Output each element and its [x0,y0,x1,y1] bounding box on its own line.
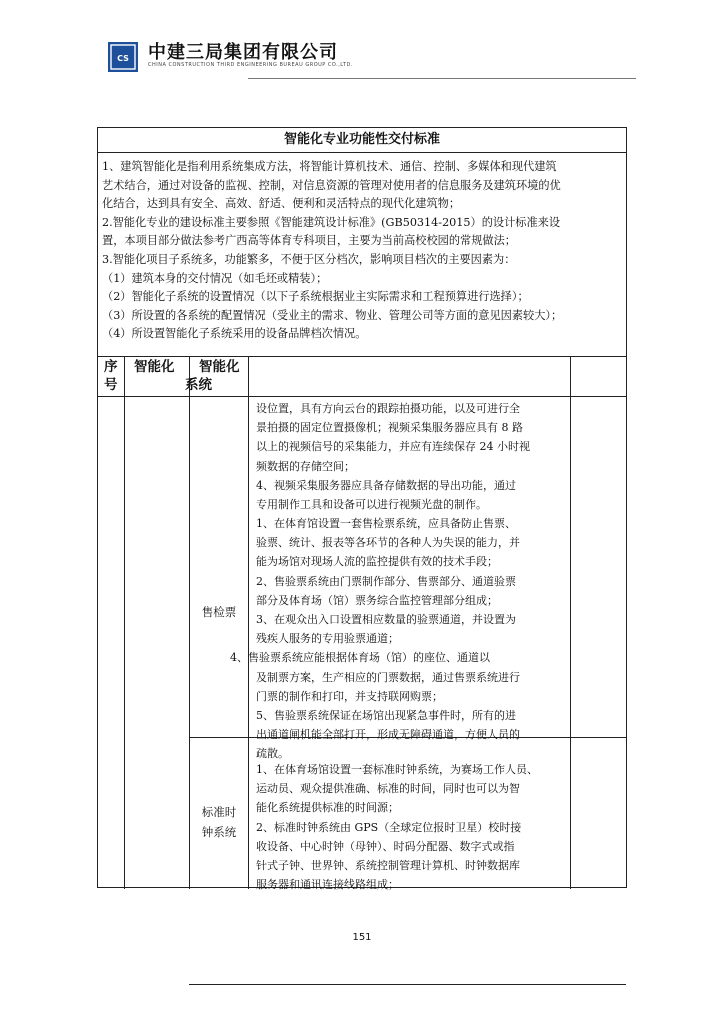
content-line: 景拍摄的固定位置摄像机；视频采集服务器应具有 8 路 [256,421,523,435]
content-line: 以上的视频信号的采集能力，并应有连续保存 24 小时视 [256,440,530,454]
table-title: 智能化专业功能性交付标准 [98,128,626,153]
table-grid [98,356,626,892]
subsystem-label-line: 标准时 [201,805,237,819]
row-divider [189,984,626,985]
header-divider [248,78,636,79]
intro-line: （4）所设置智能化子系统采用的设备品牌档次情况。 [102,327,367,341]
intro-line: （3）所设置的各系统的配置情况（受业主的需求、物业、管理公司等方面的意见因素较大）； [102,308,563,322]
intro-line: 3.智能化项目子系统多，功能繁多，不便于区分档次，影响项目档次的主要因素为： [102,252,516,266]
grid-top-border [98,356,626,357]
content-line: 针式子钟、世界钟、系统控制管理计算机、时钟数据库 [256,859,520,873]
intro-line: 置，本项目部分做法参考广西高等体育专科项目，主要为当前高校校园的常规做法； [102,234,516,248]
header-subsystem-line: 智能化 [199,359,240,375]
intro-text [102,158,622,344]
content-line: 1、在体育馆设置一套售检票系统，应具备防止售票、 [256,517,516,530]
content-line: 服务器和通讯连接线路组成； [256,878,399,892]
column-divider [124,356,125,889]
subsystem-label-clock [190,802,248,842]
content-line: 疏散。 [256,747,289,761]
content-line: 专用制作工具和设备可以进行视频光盘的制作。 [256,498,487,512]
header-row-border [98,396,626,397]
content-line: 出通道闸机能全部打开，形成无障碍通道，方便人员的 [256,728,520,742]
content-line: 部分及体育场（馆）票务综合监控管理部分组成； [256,593,498,607]
content-line: 残疾人服务的专用验票通道； [256,632,399,646]
row-content [256,399,530,514]
row-content [256,760,538,894]
content-line: 设位置，具有方向云台的跟踪拍摄功能，以及可进行全 [256,402,520,415]
header-subsystem-line: 系统 [185,377,212,393]
standards-table [97,127,627,892]
intro-line: 2.智能化专业的建设标准主要参照《智能建筑设计标准》(GB50314-2015）的设计标准来设 [102,215,561,229]
intro-line: 1、建筑智能化是指利用系统集成方法，将智能计算机技术、通信、控制、多媒体和现代建筑 [102,160,557,173]
content-line: 3、在观众出入口设置相应数量的验票通道，并设置为 [256,613,516,627]
column-divider [248,356,249,889]
header-seq-line: 号 [104,377,118,393]
header-seq [104,358,118,394]
content-line: 能为场馆对现场人流的监控提供有效的技术手段； [256,555,498,569]
header-subsystem [185,358,240,394]
content-line: 能化系统提供标准的时间源； [256,801,399,815]
content-line: 频数据的存储空间； [256,459,355,473]
content-line: 2、标准时钟系统由 GPS（全球定位报时卫星）校时接 [256,820,522,834]
company-name-english: CHINA CONSTRUCTION THIRD ENGINEERING BUREAU GROUP CO.,LTD. [148,62,353,68]
company-logo-icon [108,42,138,72]
subsystem-label-ticketing: 售检票 [201,605,237,619]
content-line: 门票的制作和打印，并支持联网购票； [256,689,443,703]
row-content [230,514,520,764]
content-line: 2、售验票系统由门票制作部分、售票部分、通道验票 [256,574,516,588]
svg-text:CS: CS [117,54,129,63]
content-line: 4、视频采集服务器应具备存储数据的导出功能，通过 [256,478,516,492]
header-seq-line: 序 [104,359,118,375]
company-name: 中建三局集团有限公司 [148,42,338,63]
subsystem-label-line: 钟系统 [201,825,237,839]
intro-line: 艺术结合，通过对设备的监视、控制，对信息资源的管理对使用者的信息服务及建筑环境的优 [102,178,561,192]
intro-line: （1）建筑本身的交付情况（如毛坯或精装）； [102,271,328,285]
content-line: 验票、统计、报表等各环节的各种人为失误的能力，并 [256,536,520,550]
content-line: 运动员、观众提供准确、标准的时间，同时也可以为智 [256,782,520,796]
content-line: 及制票方案，生产相应的门票数据，通过售票系统进行 [256,670,520,684]
header-category: 智能化 [134,359,175,375]
intro-line: （2）智能化子系统的设置情况（以下子系统根据业主实际需求和工程预算进行选择）； [102,290,529,304]
content-line: 5、售验票系统保证在场馆出现紧急事件时，所有的进 [256,709,516,723]
page-number: 151 [352,932,372,943]
content-line: 收设备、中心时钟（母钟）、时码分配器、数字式或指 [256,839,515,853]
content-line: 4、售验票系统应能根据体育场（馆）的座位、通道以 [230,651,490,665]
column-divider [570,356,571,889]
page-header [108,38,636,80]
intro-line: 化结合，达到具有安全、高效、舒适、便利和灵活特点的现代化建筑物； [102,197,461,211]
content-line: 1、在体育场馆设置一套标准时钟系统，为赛场工作人员、 [256,763,538,776]
